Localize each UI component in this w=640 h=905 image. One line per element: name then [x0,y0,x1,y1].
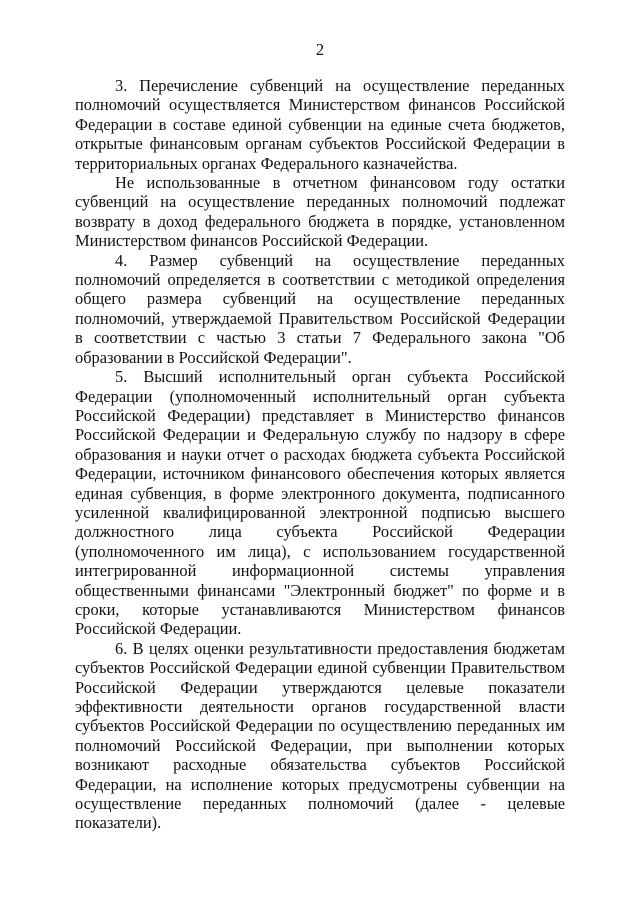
page-number: 2 [315,40,325,59]
paragraph-unused-balances: Не использованные в отчетном финансовом году остатки субвенций на осуществление переданных полномочий подлежат возврату в доход федерального бюджета в порядке, установленном Министерством финансов Российской Федерации. [75,173,565,251]
paragraph-item-5: 5. Высший исполнительный орган субъекта Российской Федерации (уполномоченный исполнительный орган субъекта Российской Федерации) представляет в Министерство финансов Российской Федерации и Федеральную службу по надзору в сфере образования и науки отчет о расходах бюджета субъекта Российской Федерации, источником финансового обеспечения которых является единая субвенция, в форме электронного документа, подписанного усиленной квалифицированной электронной подписью высшего должностного лица субъекта Российской Федерации (уполномоченного им лица), с использованием государственной интегрированной информационной системы управления общественными финансами "Электронный бюджет" по форме и в сроки, которые устанавливаются Министерством финансов Российской Федерации. [75,367,565,639]
paragraph-item-3: 3. Перечисление субвенций на осуществление переданных полномочий осуществляется Министерством финансов Российской Федерации в составе единой субвенции на единые счета бюджетов, открытые финансовым органам субъектов Российской Федерации в территориальных органах Федерального казначейства. [75,76,565,173]
paragraph-item-4: 4. Размер субвенций на осуществление переданных полномочий определяется в соответствии с методикой определения общего размера субвенций на осуществление переданных полномочий, утверждаемой Правительством Российской Федерации в соответствии с частью 3 статьи 7 Федерального закона "Об образовании в Российской Федерации". [75,250,565,367]
paragraph-item-6: 6. В целях оценки результативности предоставления бюджетам субъектов Российской Федерации единой субвенции Правительством Российской Федерации утверждаются целевые показатели эффективности деятельности органов государственной власти субъектов Российской Федерации по осуществлению переданных им полномочий Российской Федерации, при выполнении которых возникают расходные обязательства субъектов Российской Федерации, на исполнение которых предусмотрены субвенции на осуществление переданных полномочий (далее - целевые показатели). [75,638,565,833]
document-body [75,76,565,833]
